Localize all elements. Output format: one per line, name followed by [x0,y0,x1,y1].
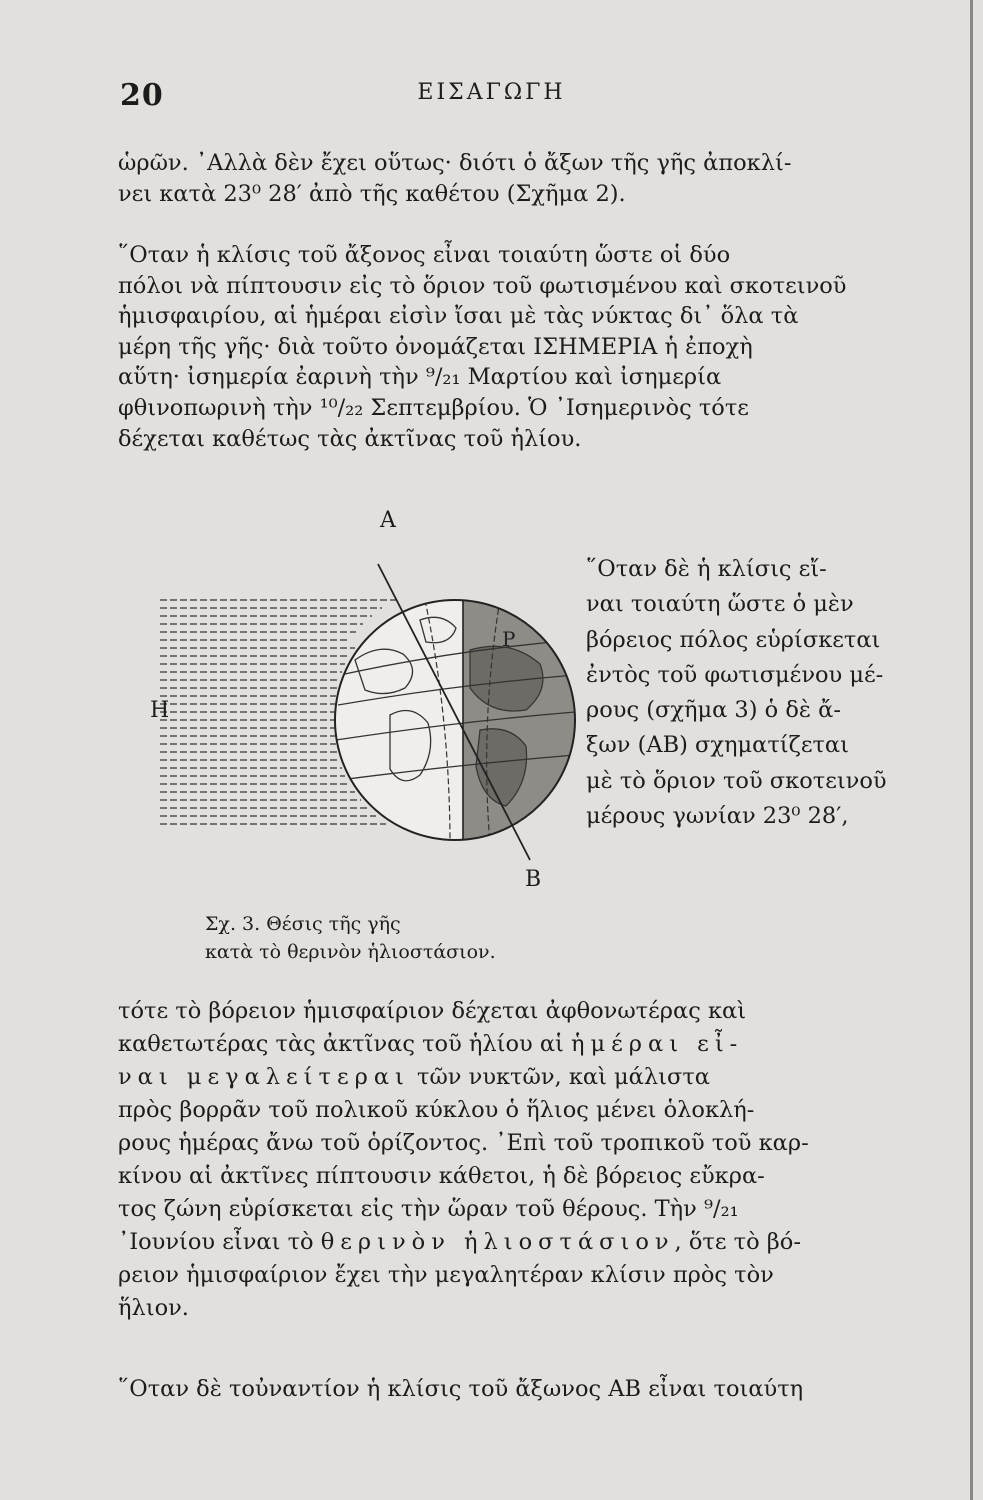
running-head: ΕΙΣΑΓΩΓΗ [417,80,566,105]
globe-body [335,600,580,845]
text-line: μέρους γωνίαν 23⁰ 28′, [586,803,849,830]
text-line: ἥλιον. [118,1295,189,1321]
text-run: ᾿Ιουνίου εἶναι τὸ [118,1229,321,1255]
caption-line: Σχ. 3. Θέσις τῆς γῆς [205,913,401,935]
text-line: μὲ τὸ ὅριον τοῦ σκοτεινοῦ [586,767,887,794]
earth-figure [150,500,580,920]
text-line: ἡμισφαιρίου, αἱ ἡμέραι εἰσὶν ἴσαι μὲ τὰς νύκτας δι᾿ ὅλα τὰ [118,303,799,330]
text-line: ῞Οταν ἡ κλίσις τοῦ ἄξονος εἶναι τοιαύτη ὥστε οἱ δύο [118,242,731,268]
text-line: ξων (ΑΒ) σχηματίζεται [586,732,849,759]
text-run: τῶν νυκτῶν, καὶ μάλιστα [409,1064,710,1090]
text-line: τος ζώνη εὑρίσκεται εἰς τὴν ὥραν τοῦ θέρους. Τὴν ⁹/₂₁ [118,1196,739,1222]
paragraph-2 [118,240,908,454]
text-line: ὡρῶν. ᾿Αλλὰ δὲν ἔχει οὕτως· διότι ὁ ἄξων τῆς γῆς ἀποκλί- [118,150,792,176]
label-b: Β [525,867,542,892]
page-number: 20 [120,78,164,113]
text-line: ῞Οταν δὲ ἡ κλίσις εἴ- [586,556,827,582]
text-line [118,1061,908,1094]
text-line: βόρειος πόλος εὑρίσκεται [586,626,881,653]
pole-label-p: Ρ [502,627,516,651]
text-line: πρὸς βορρᾶν τοῦ πολικοῦ κύκλου ὁ ἥλιος μένει ὁλοκλή- [118,1097,755,1123]
text-line: ρους (σχῆμα 3) ὁ δὲ ἄ- [586,697,841,724]
earth-illustration [150,500,580,920]
spaced-text: ἡμέραι εἶ- [571,1031,744,1057]
text-line: μέρη τῆς γῆς· διὰ τοῦτο ὀνομάζεται ΙΣΗΜΕΡΙΑ ἡ ἐποχὴ [118,333,753,360]
label-a: Α [380,508,396,533]
figure-caption [205,910,496,966]
text-line [118,1226,908,1259]
text-line: ναι τοιαύτη ὥστε ὁ μὲν [586,591,854,618]
text-line [118,1028,908,1061]
text-run: , ὅτε τὸ βό- [674,1229,801,1255]
spaced-text: ναι μεγαλείτεραι [118,1064,410,1090]
paragraph-1 [118,148,908,209]
text-line: ρειον ἡμισφαίριον ἔχει τὴν μεγαλητέραν κλίσιν πρὸς τὸν [118,1262,774,1288]
text-run: καθετωτέρας τὰς ἀκτῖνας τοῦ ἡλίου αἱ [118,1031,572,1057]
paragraph-5 [118,1374,908,1405]
spaced-text: θερινὸν ἡλιοστάσιον [320,1229,675,1255]
text-line: δέχεται καθέτως τὰς ἀκτῖνας τοῦ ἡλίου. [118,425,582,452]
text-line: νει κατὰ 23⁰ 28′ ἀπὸ τῆς καθέτου (Σχῆμα 2). [118,180,626,207]
text-line: τότε τὸ βόρειον ἡμισφαίριον δέχεται ἀφθονωτέρας καὶ [118,998,747,1024]
text-line: ρους ἡμέρας ἄνω τοῦ ὁρίζοντος. ᾿Επὶ τοῦ τροπικοῦ τοῦ καρ- [118,1130,809,1156]
text-line: φθινοπωρινὴ τὴν ¹⁰/₂₂ Σεπτεμβρίου. Ὁ ᾿Ισημερινὸς τότε [118,394,749,421]
page-edge [970,0,973,1500]
label-h: Η [150,698,170,723]
text-line: κίνου αἱ ἀκτῖνες πίπτουσιν κάθετοι, ἡ δὲ βόρειος εὔκρα- [118,1163,765,1189]
text-line: ῞Οταν δὲ τοὐναντίον ἡ κλίσις τοῦ ἄξωνος ΑΒ εἶναι τοιαύτη [118,1376,804,1402]
text-line: πόλοι νὰ πίπτουσιν εἰς τὸ ὅριον τοῦ φωτισμένου καὶ σκοτεινοῦ [118,272,847,299]
text-line: αὕτη· ἰσημερία ἐαρινὴ τὴν ⁹/₂₁ Μαρτίου καὶ ἰσημερία [118,364,722,391]
caption-line: κατὰ τὸ θερινὸν ἡλιοστάσιον. [205,941,496,963]
paragraph-4 [118,995,908,1325]
text-line: ἐντὸς τοῦ φωτισμένου μέ- [586,661,884,688]
paragraph-3 [586,552,908,834]
